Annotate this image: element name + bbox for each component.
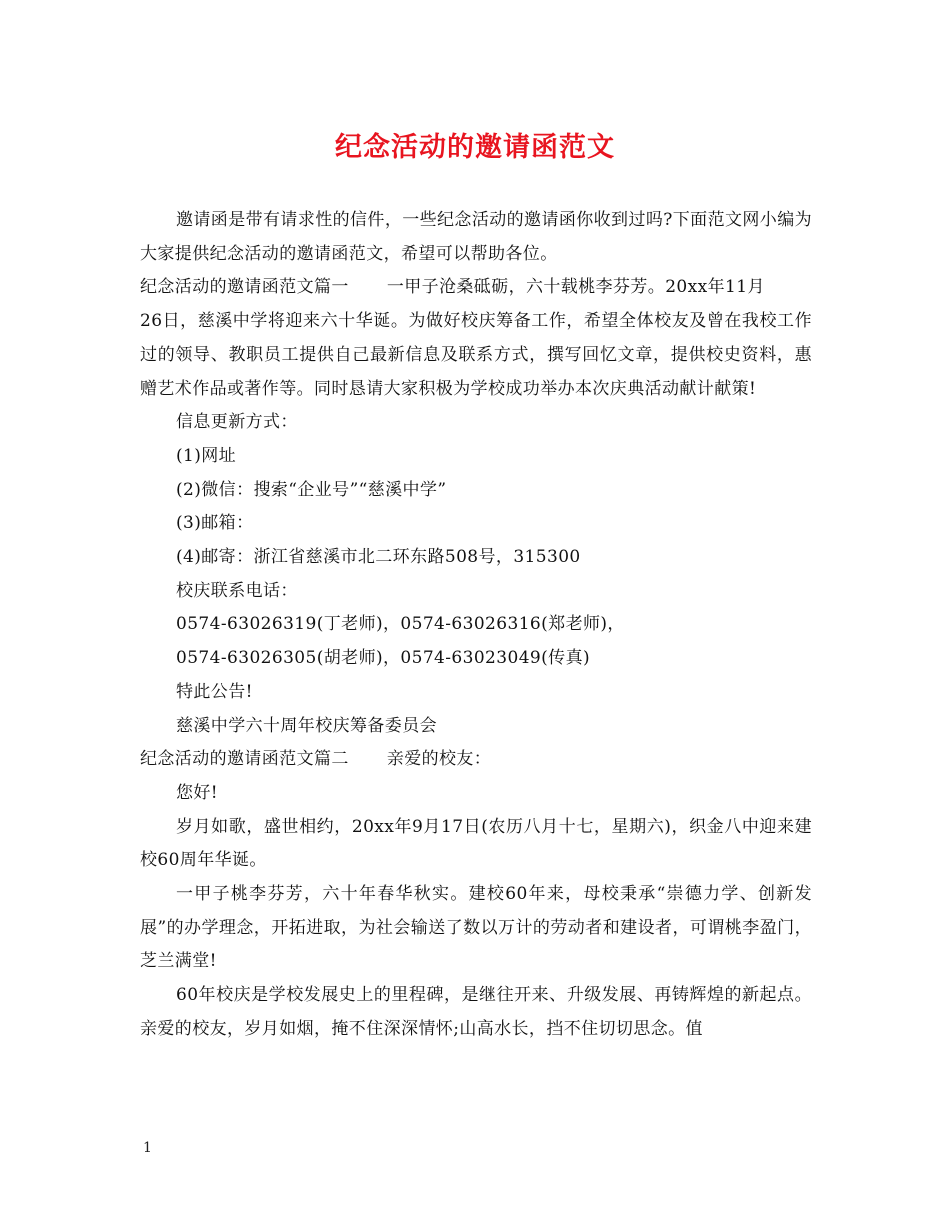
document-title: 纪念活动的邀请函范文: [335, 132, 615, 163]
section-1-heading: [140, 271, 812, 305]
section-2-heading: [140, 743, 812, 777]
text-line: (2)微信：搜索“企业号”“慈溪中学”: [176, 479, 447, 500]
section-2-label: 纪念活动的邀请函范文篇二: [140, 749, 349, 770]
section-1-label: 纪念活动的邀请函范文篇一: [140, 277, 349, 298]
greeting-line: 您好!: [176, 782, 219, 803]
text-line: 0574-63026305(胡老师)，0574-63023049(传真): [176, 648, 590, 669]
text-line: 0574-63026319(丁老师)，0574-63026316(郑老师)，: [176, 614, 625, 635]
text-line: (3)邮箱：: [176, 513, 254, 534]
text-line: (1)网址: [176, 445, 237, 466]
section-2-first-text: 亲爱的校友：: [386, 749, 492, 770]
intro-paragraph: 邀请函是带有请求性的信件，一些纪念活动的邀请函你收到过吗?下面范文网小编为大家提供纪念活动的邀请函范文，希望可以帮助各位。: [140, 210, 812, 264]
body-paragraph: 60年校庆是学校发展史上的里程碑，是继往开来、升级发展、再铸辉煌的新起点。亲爱的校友，岁月如烟，掩不住深深情怀;山高水长，挡不住切切思念。值: [140, 985, 812, 1039]
text-line: (4)邮寄：浙江省慈溪市北二环东路508号，315300: [176, 547, 581, 568]
section-1-first-text: 一甲子沧桑砥砺，六十载桃李芬芳。20xx年11月: [386, 277, 765, 298]
body-paragraph: 岁月如歌，盛世相约，20xx年9月17日(农历八月十七，星期六)，织金八中迎来建校60周年华诞。: [140, 816, 812, 871]
text-line: 慈溪中学六十周年校庆筹备委员会: [176, 715, 437, 736]
page-number: 1: [143, 1140, 152, 1156]
body-paragraph: 一甲子桃李芬芳，六十年春华秋实。建校60年来，母校秉承“崇德力学、创新发展”的办学理念，开拓进取，为社会输送了数以万计的劳动者和建设者，可谓桃李盈门，芝兰满堂!: [140, 884, 812, 972]
text-line: 信息更新方式：: [176, 412, 298, 433]
section-1-continuation: 26日，慈溪中学将迎来六十华诞。为做好校庆筹备工作，希望全体校友及曾在我校工作过的领导、教职员工提供自己最新信息及联系方式，撰写回忆文章，提供校史资料，惠赠艺术作品或著作等。同时恳请大家积极为学校成功举办本次庆典活动献计献策!: [140, 311, 812, 399]
text-line: 特此公告!: [176, 681, 253, 702]
document-body: [140, 204, 812, 1047]
text-line: 校庆联系电话：: [176, 580, 298, 601]
